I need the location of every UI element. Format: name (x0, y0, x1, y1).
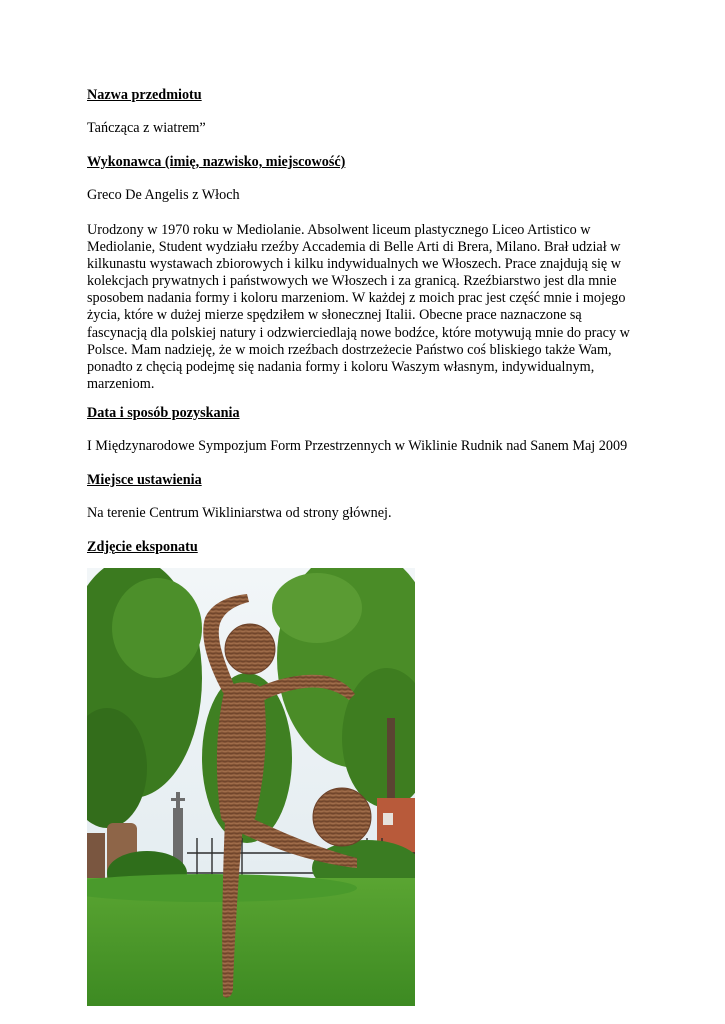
acquisition-text: I Międzynarodowe Sympozjum Form Przestrzennych w Wiklinie Rudnik nad Sanem Maj 2009 (87, 438, 628, 454)
acquisition-heading: Data i sposób pozyskania (87, 405, 240, 421)
bio-line: marzeniom. (87, 375, 155, 392)
photo-heading: Zdjęcie eksponatu (87, 539, 198, 555)
object-name-heading: Nazwa przedmiotu (87, 87, 202, 103)
bio-line: ponadto z chęcią podejmę się nadania formy i koloru Waszym własnym, indywidualnym, (87, 358, 595, 375)
bio-line: kolekcjach prywatnych i państwowych we Włoszech i za granicą. Rzeźbiarstwo jest dla mnie (87, 273, 617, 290)
bio-line: Polsce. Mam nadzieję, że w moich rzeźbach dostrzeżecie Państwo coś bliskiego także Wam, (87, 341, 612, 358)
bio-line: fascynacją dla polskiej natury i odzwierciedlają nowe bodźce, które motywują mnie do pracy w (87, 324, 630, 341)
bio-line: sposobem nadania formy i koloru marzeniom. W każdej z moich prac jest część mnie i mojego (87, 290, 626, 307)
bio-line: Mediolanie, Student wydziału rzeźby Accademia di Belle Arti di Brera, Milano. Brał udział w (87, 239, 621, 256)
object-name-text: Tańcząca z wiatrem” (87, 120, 206, 136)
exhibit-photo (87, 568, 415, 1006)
location-text: Na terenie Centrum Wikliniarstwa od strony głównej. (87, 505, 392, 521)
location-heading: Miejsce ustawienia (87, 472, 202, 488)
artist-text: Greco De Angelis z Włoch (87, 187, 240, 203)
bio-line: Urodzony w 1970 roku w Mediolanie. Absolwent liceum plastycznego Liceo Artistico w (87, 222, 591, 238)
bio-line: kilkunastu wystawach zbiorowych i kilku indywidualnych we Włoszech. Prace znajdują się w (87, 256, 621, 273)
bio-line: życia, które w dużej mierze spędziłem w słonecznej Italii. Obecne prace naznaczone są (87, 307, 582, 324)
wicker-sculpture-image (87, 568, 415, 1006)
artist-heading: Wykonawca (imię, nazwisko, miejscowość) (87, 154, 346, 170)
artist-biography (87, 222, 630, 393)
